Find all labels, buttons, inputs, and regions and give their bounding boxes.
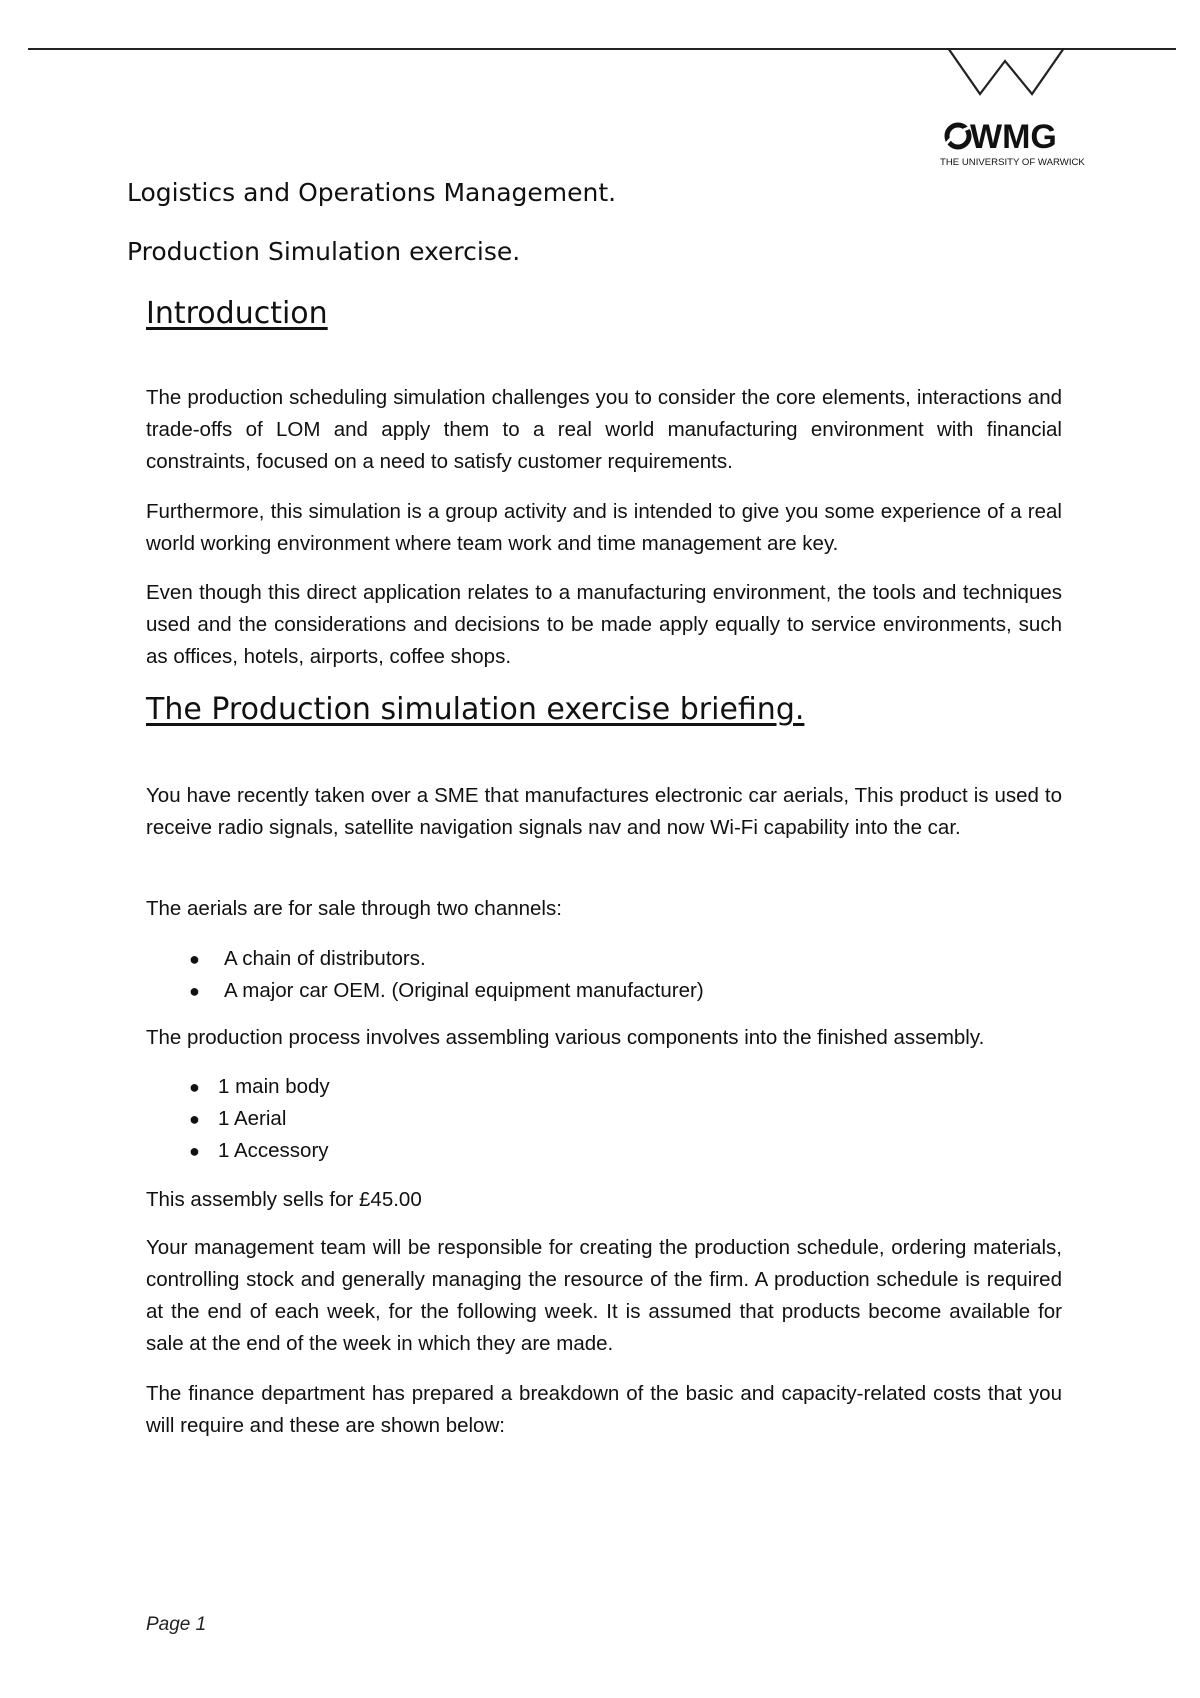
list-item-label: 1 main body xyxy=(218,1075,330,1098)
list-item xyxy=(189,943,704,975)
logo-subtitle: THE UNIVERSITY OF WARWICK xyxy=(940,157,1085,168)
page-number: Page 1 xyxy=(146,1614,207,1635)
wmg-logo-icon xyxy=(940,48,1120,174)
list-item xyxy=(189,1071,330,1103)
briefing-intro: You have recently taken over a SME that manufactures electronic car aerials, This product is used to receive radio signals, satellite navigation signals nav and now Wi-Fi capability into the car. xyxy=(146,784,1062,839)
bullet-icon: ● xyxy=(189,981,200,1001)
intro-paragraph-2: Furthermore, this simulation is a group activity and is intended to give you some experience of a real world working environment where team work and time management are key. xyxy=(146,500,1062,555)
bullet-icon: ● xyxy=(189,1141,200,1161)
intro-paragraph-3: Even though this direct application relates to a manufacturing environment, the tools and techniques used and the considerations and decisions to be made apply equally to service environments, such as offices, hotels, airports, coffee shops. xyxy=(146,581,1062,668)
list-item xyxy=(189,1135,330,1167)
intro-paragraph-1: The production scheduling simulation challenges you to consider the core elements, interactions and trade-offs of LOM and apply them to a real world manufacturing environment with financial constraints, focused on a need to satisfy customer requirements. xyxy=(146,386,1062,473)
channels-intro: The aerials are for sale through two channels: xyxy=(146,897,562,920)
components-list xyxy=(189,1071,330,1167)
bullet-icon: ● xyxy=(189,1109,200,1129)
list-item-label: 1 Aerial xyxy=(218,1107,287,1130)
management-paragraph: Your management team will be responsible for creating the production schedule, ordering materials, controlling stock and generally managing the resource of the firm. A production schedule is required at the end of each week, for the following week. It is assumed that products become available for sale at the end of the week in which they are made. xyxy=(146,1236,1062,1355)
briefing-heading: The Production simulation exercise briefing. xyxy=(146,692,805,727)
list-item-label: 1 Accessory xyxy=(218,1139,329,1162)
channels-list xyxy=(189,943,704,1007)
bullet-icon: ● xyxy=(189,1077,200,1097)
exercise-title: Production Simulation exercise. xyxy=(127,237,521,266)
process-intro: The production process involves assembling various components into the finished assembly. xyxy=(146,1026,985,1049)
list-item xyxy=(189,1103,330,1135)
wmg-logo xyxy=(940,48,1120,174)
course-title: Logistics and Operations Management. xyxy=(127,178,617,207)
logo-wordmark: WMG xyxy=(970,118,1057,156)
bullet-icon: ● xyxy=(189,949,200,969)
finance-paragraph: The finance department has prepared a breakdown of the basic and capacity-related costs that you will require and these are shown below: xyxy=(146,1382,1062,1437)
introduction-heading: Introduction xyxy=(146,296,328,331)
list-item-label: A major car OEM. (Original equipment manufacturer) xyxy=(224,979,704,1002)
list-item xyxy=(189,975,704,1007)
price-paragraph: This assembly sells for £45.00 xyxy=(146,1188,422,1211)
list-item-label: A chain of distributors. xyxy=(224,947,426,970)
